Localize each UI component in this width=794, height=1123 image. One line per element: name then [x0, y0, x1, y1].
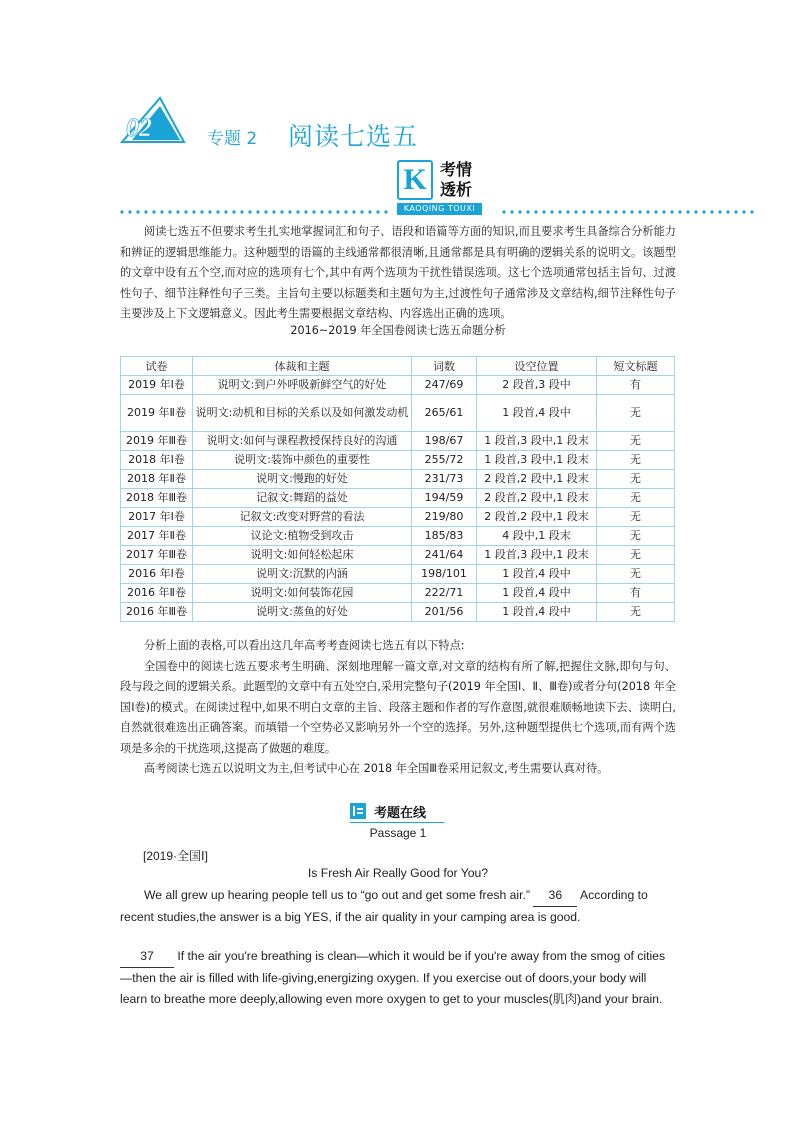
column-header: 试卷: [121, 357, 193, 376]
cell-paper: 2018 年Ⅱ卷: [121, 470, 193, 489]
table-row: [121, 527, 675, 546]
section-pinyin: KAOQING TOUXI: [397, 203, 482, 215]
article-paragraph-2: [120, 946, 676, 1010]
cell-blanks: 2 段首,2 段中,1 段末: [477, 489, 597, 508]
section-heading-line1: 考情: [440, 160, 473, 179]
article-paragraph-2-text: If the air you're breathing is clean—which it would be if you're away from the smog of cities—then the air is filled with life-giving,energizing oxygen. If you exercise out of doors,your body will learn to breathe more deeply,allowing even more oxygen to get to your muscles(肌肉)and your brain.: [120, 949, 666, 1006]
analysis-lead: 分析上面的表格,可以看出这几年高考考查阅读七选五有以下特点:: [144, 639, 465, 652]
cell-words: 198/101: [412, 565, 477, 584]
cell-words: 265/61: [412, 395, 477, 432]
cell-blanks: 1 段首,3 段中,1 段末: [477, 451, 597, 470]
cell-title: 无: [597, 432, 675, 451]
cell-title: 有: [597, 376, 675, 395]
cell-topic: 记叙文:舞蹈的益处: [193, 489, 412, 508]
cell-paper: 2017 年Ⅲ卷: [121, 546, 193, 565]
cell-title: 无: [597, 470, 675, 489]
exam-section-underline: [350, 822, 444, 823]
cell-words: 255/72: [412, 451, 477, 470]
cell-title: 无: [597, 489, 675, 508]
article-title: Is Fresh Air Really Good for You?: [307, 866, 489, 880]
cell-topic: 说明文:蒸鱼的好处: [193, 603, 412, 622]
cell-topic: 说明文:装饰中颜色的重要性: [193, 451, 412, 470]
cell-words: 231/73: [412, 470, 477, 489]
page-title: 阅读七选五: [288, 122, 419, 151]
cell-paper: 2019 年Ⅰ卷: [121, 376, 193, 395]
cell-blanks: 1 段首,3 段中,1 段末: [477, 546, 597, 565]
cell-blanks: 1 段首,4 段中: [477, 565, 597, 584]
cell-paper: 2017 年Ⅰ卷: [121, 508, 193, 527]
cell-blanks: 1 段首,4 段中: [477, 603, 597, 622]
cell-blanks: 4 段中,1 段末: [477, 527, 597, 546]
cell-paper: 2019 年Ⅲ卷: [121, 432, 193, 451]
intro-text: 阅读七选五不但要求考生扎实地掌握词汇和句子、语段和语篇等方面的知识,而且要求考生具备综合分析能力和辨证的逻辑思维能力。这种题型的语篇的主线通常都很清晰,且通常都是具有明确的逻辑关系的说明文。该题型的文章中设有五个空,而对应的选项有七个,其中有两个选项为干扰性错误选项。这七个选项通常包括主旨句、过渡性句子、细节注释性句子三类。主旨句主要以标题类和主题句为主,过渡性句子通常涉及文章结构,细节注释性句子主要涉及上下文逻辑意义。因此考生需要根据文章结构、内容选出正确的选项。: [120, 225, 676, 320]
table-row: [121, 451, 675, 470]
cell-topic: 说明文:如何轻松起床: [193, 546, 412, 565]
column-header: 短文标题: [597, 357, 675, 376]
cell-paper: 2016 年Ⅲ卷: [121, 603, 193, 622]
cell-title: 无: [597, 565, 675, 584]
exam-analysis-table: [120, 356, 675, 622]
article-paragraph-1-text: We all grew up hearing people tell us to “go out and get some fresh air.”: [144, 888, 530, 902]
cell-blanks: 1 段首,4 段中: [477, 395, 597, 432]
cell-words: 185/83: [412, 527, 477, 546]
blank-36[interactable]: 36: [533, 885, 577, 907]
section-letter: K: [403, 163, 427, 196]
cell-topic: 说明文:动机和目标的关系以及如何激发动机: [193, 395, 412, 432]
table-row: [121, 395, 675, 432]
column-header: 词数: [412, 357, 477, 376]
blank-37[interactable]: 37: [120, 946, 174, 968]
intro-paragraph: [120, 222, 676, 325]
analysis-paragraph-1: 全国卷中的阅读七选五要求考生明确、深刻地理解一篇文章,对文章的结构有所了解,把握住文脉,即句与句、段与段之间的逻辑关系。此题型的文章中有五处空白,采用完整句子(2019 年全国Ⅰ、Ⅱ、Ⅲ卷)或者分句(2018 年全国Ⅰ卷)的模式。在阅读过程中,如果不明白文章的主旨、段落主题和作者的写作意图,就很难顺畅地读下去、读明白,自然就很难选出正确答案。而填错一个空势必又影响另外一个空的选择。另外,这种题型提供七个选项,而有两个选项是多余的干扰选项,这提高了做题的难度。: [120, 659, 676, 755]
section-k-icon: [397, 160, 433, 200]
question-source: [2019·全国Ⅰ]: [143, 849, 208, 863]
cell-words: 219/80: [412, 508, 477, 527]
cell-blanks: 1 段首,4 段中: [477, 584, 597, 603]
badge-number: 02: [126, 113, 152, 142]
cell-paper: 2016 年Ⅱ卷: [121, 584, 193, 603]
analysis-section: [120, 636, 676, 780]
cell-topic: 说明文:如何装饰花园: [193, 584, 412, 603]
cell-paper: 2018 年Ⅰ卷: [121, 451, 193, 470]
article-paragraph-1: [120, 885, 676, 928]
cell-title: 无: [597, 527, 675, 546]
cell-blanks: 2 段首,2 段中,1 段末: [477, 470, 597, 489]
cell-words: 241/64: [412, 546, 477, 565]
cell-words: 201/56: [412, 603, 477, 622]
cell-topic: 说明文:沉默的内涵: [193, 565, 412, 584]
cell-paper: 2018 年Ⅲ卷: [121, 489, 193, 508]
cell-paper: 2016 年Ⅰ卷: [121, 565, 193, 584]
table-row: [121, 603, 675, 622]
cell-words: 222/71: [412, 584, 477, 603]
column-header: 设空位置: [477, 357, 597, 376]
cell-title: 无: [597, 395, 675, 432]
table-title: 2016~2019 年全国卷阅读七选五命题分析: [290, 324, 506, 337]
cell-paper: 2019 年Ⅱ卷: [121, 395, 193, 432]
topic-number-badge: [118, 96, 188, 144]
column-header: 体裁和主题: [193, 357, 412, 376]
cell-title: 无: [597, 451, 675, 470]
table-header-row: [121, 357, 675, 376]
topic-label: 专题 2: [207, 129, 258, 149]
cell-blanks: 1 段首,3 段中,1 段末: [477, 432, 597, 451]
cell-topic: 记叙文:改变对野营的看法: [193, 508, 412, 527]
cell-blanks: 2 段首,3 段中: [477, 376, 597, 395]
cell-topic: 说明文:如何与课程教授保持良好的沟通: [193, 432, 412, 451]
analysis-paragraph-2: 高考阅读七选五以说明文为主,但考试中心在 2018 年全国Ⅲ卷采用记叙文,考生需要认真对待。: [144, 762, 609, 775]
section-heading: [440, 160, 480, 200]
cell-words: 198/67: [412, 432, 477, 451]
article-paragraph-1-continuation: According to recent studies,the answer is a big YES, if the air quality in your camping area is good.: [120, 888, 648, 924]
dotted-divider-right: [500, 210, 758, 214]
cell-blanks: 2 段首,2 段中,1 段末: [477, 508, 597, 527]
cell-words: 194/59: [412, 489, 477, 508]
passage-label: Passage 1: [369, 826, 427, 840]
cell-title: 无: [597, 603, 675, 622]
table-row: [121, 584, 675, 603]
table-row: [121, 470, 675, 489]
exam-section-icon: [350, 803, 366, 819]
cell-paper: 2017 年Ⅱ卷: [121, 527, 193, 546]
table-row: [121, 565, 675, 584]
table-row: [121, 489, 675, 508]
cell-title: 无: [597, 508, 675, 527]
cell-topic: 说明文:慢跑的好处: [193, 470, 412, 489]
cell-topic: 说明文:到户外呼吸新鲜空气的好处: [193, 376, 412, 395]
cell-topic: 议论文:植物受到攻击: [193, 527, 412, 546]
table-row: [121, 508, 675, 527]
table-row: [121, 432, 675, 451]
table-row: [121, 376, 675, 395]
cell-title: 无: [597, 546, 675, 565]
exam-section-title: 考题在线: [374, 806, 427, 821]
section-heading-line2: 透析: [440, 180, 473, 199]
cell-title: 有: [597, 584, 675, 603]
table-row: [121, 546, 675, 565]
dotted-divider-left: [118, 210, 388, 214]
cell-words: 247/69: [412, 376, 477, 395]
